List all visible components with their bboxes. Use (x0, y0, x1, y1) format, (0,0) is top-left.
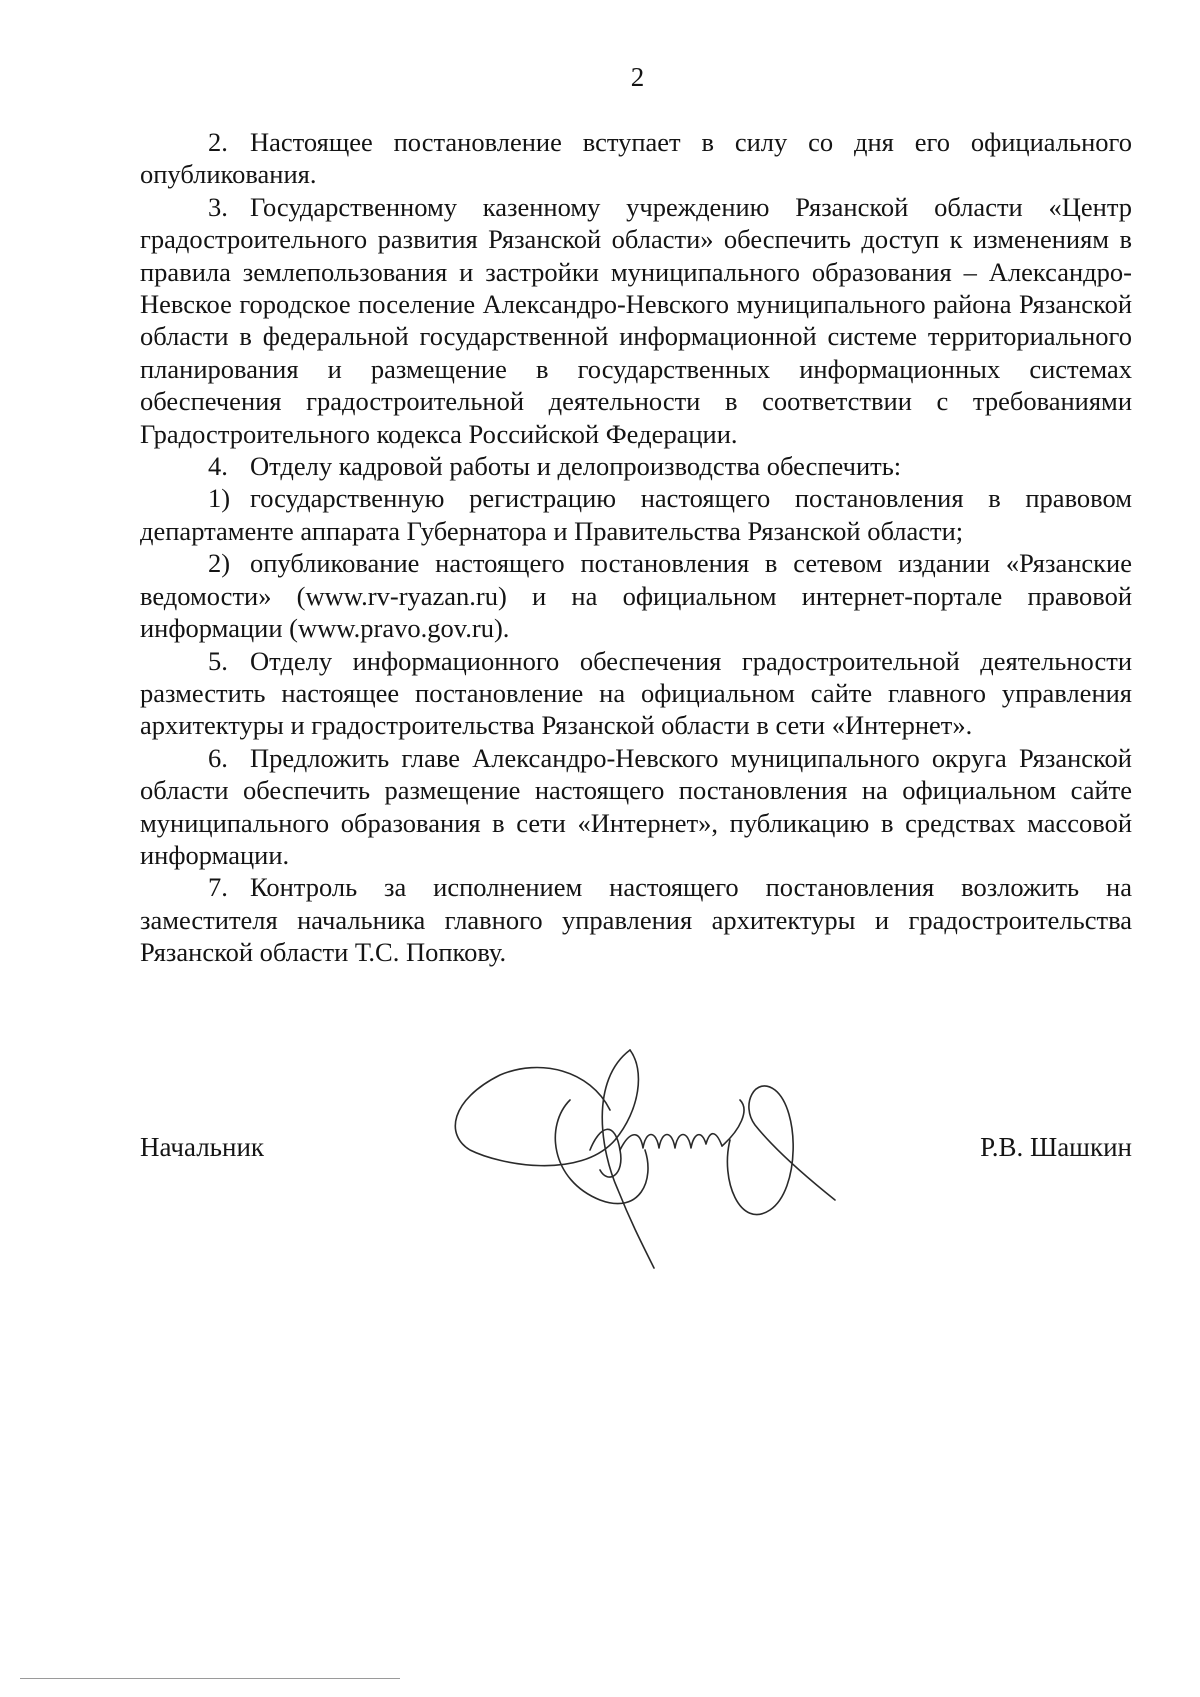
item-text: Отделу информационного обеспечения градостроительной деятельности разместить настоящее постановление на официальном сайте главного управления архитектуры и градостроительства Рязанской области в сети «Интернет». (140, 645, 1132, 741)
paragraph-item-3 (140, 191, 1132, 450)
page-number: 2 (630, 62, 645, 92)
scan-edge-line (20, 1678, 400, 1679)
item-number: 3. (208, 191, 228, 222)
paragraph-item-5 (140, 645, 1132, 742)
item-text: Предложить главе Александро-Невского муниципального округа Рязанской области обеспечить размещение настоящего постановления на официальном сайте муниципального образования в сети «Интернет», публикацию в средствах массовой информации. (140, 742, 1132, 870)
paragraph-item-2 (140, 126, 1132, 191)
item-text: государственную регистрацию настоящего постановления в правовом департаменте аппарата Губернатора и Правительства Рязанской области; (140, 483, 1132, 546)
paragraph-subitem-1 (140, 482, 1132, 547)
paragraph-item-4 (140, 450, 1132, 482)
item-text: опубликование настоящего постановления в сетевом издании «Рязанские ведомости» (www.rv-ryazan.ru) и на официальном интернет-портале правовой информации (www.pravo.gov.ru). (140, 548, 1132, 644)
item-number: 7. (208, 872, 228, 903)
handwritten-signature (440, 1030, 850, 1270)
signatory-name: Р.В. Шашкин (980, 1132, 1132, 1162)
paragraph-subitem-2 (140, 547, 1132, 644)
item-number: 2) (208, 548, 231, 579)
item-number: 2. (208, 127, 228, 157)
item-number: 4. (208, 451, 228, 482)
item-text: Отделу кадровой работы и делопроизводства обеспечить: (250, 451, 902, 482)
item-text: Государственному казенному учреждению Рязанской области «Центр градостроительного развития Рязанской области» обеспечить доступ к изменениям в правила землепользования и застройки муниципального образования – Александро-Невское городское поселение Александро-Невского муниципального района Рязанской области в федеральной государственной информационной системе территориального планирования и размещение в государственных информационных системах обеспечения градостроительной деятельности в соответствии с требованиями Градостроительного кодекса Российской Федерации. (140, 191, 1132, 449)
signatory-position: Начальник (140, 1132, 265, 1162)
document-body (140, 126, 1132, 969)
item-number: 6. (208, 742, 228, 773)
paragraph-item-7 (140, 871, 1132, 968)
item-number: 5. (208, 645, 228, 676)
item-text: Настоящее постановление вступает в силу со дня его официального опубликования. (140, 127, 1132, 190)
paragraph-item-6 (140, 742, 1132, 872)
item-number: 1) (208, 483, 231, 514)
item-text: Контроль за исполнением настоящего постановления возложить на заместителя начальника главного управления архитектуры и градостроительства Рязанской области Т.С. Попкову. (140, 872, 1132, 968)
